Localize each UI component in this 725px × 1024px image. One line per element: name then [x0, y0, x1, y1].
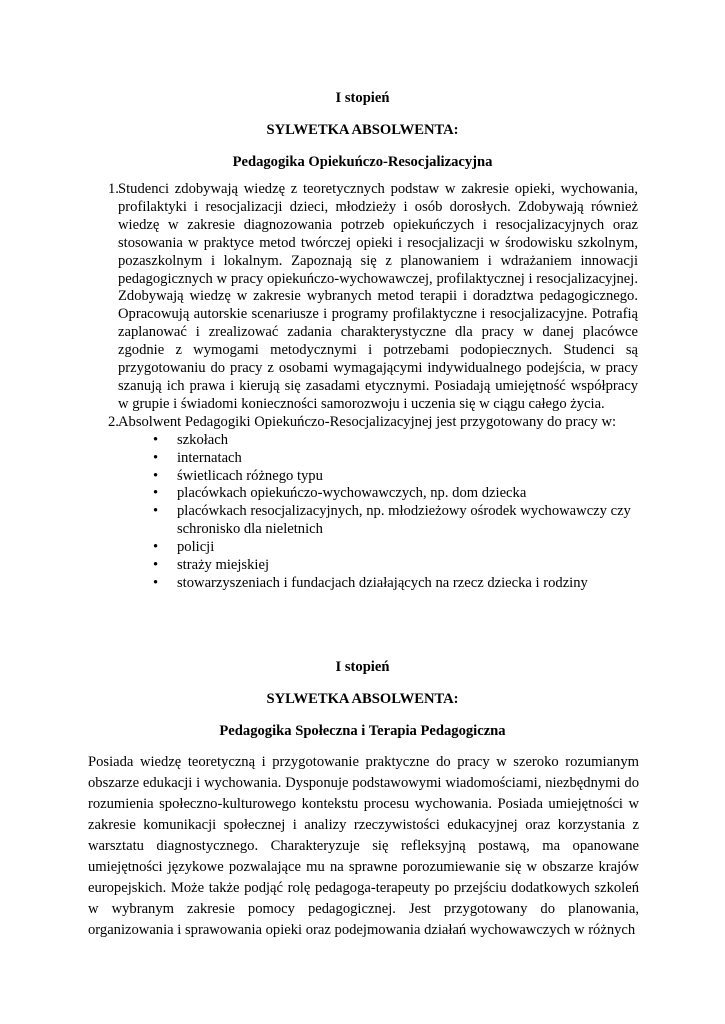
section1-level: I stopień — [335, 90, 390, 106]
bullet-text: świetlicach różnego typu — [177, 467, 323, 484]
bullet-item — [153, 575, 638, 593]
section1-profile-title: SYLWETKA ABSOLWENTA: — [266, 122, 459, 138]
bullet-icon: • — [153, 574, 159, 591]
bullet-item — [153, 450, 638, 468]
section2-program-name: Pedagogika Społeczna i Terapia Pedagogiczna — [219, 723, 506, 739]
bullet-text: placówkach resocjalizacyjnych, np. młodzieżowy ośrodek wychowawczy czy schronisko dla nieletnich — [177, 503, 631, 538]
section1-numbered-list — [102, 181, 638, 593]
bullet-text: szkołach — [177, 431, 229, 448]
bullet-item — [153, 432, 638, 450]
list-item-number: 1. — [108, 181, 119, 197]
bullet-text: straży miejskiej — [177, 557, 269, 574]
bullet-icon: • — [153, 431, 159, 448]
bullet-text: placówkach opiekuńczo-wychowawczych, np. dom dziecka — [177, 485, 527, 502]
section2-level: I stopień — [335, 659, 390, 675]
bullet-text: stowarzyszeniach i fundacjach działających na rzecz dziecka i rodziny — [177, 574, 588, 591]
list-item-text: Studenci zdobywają wiedzę z teoretycznych podstaw w zakresie opieki, wychowania, profilaktyki i resocjalizacji dzieci, młodzieży i osób dorosłych. Zdobywają również wiedzę w zakresie diagnozowania potrzeb opiekuńczych i resocjalizacyjnych oraz stosowania w praktyce metod twórczej opieki i resocjalizacji w środowisku szkolnym, pozaszkolnym i lokalnym. Zapoznają się z planowaniem i wdrażaniem innowacji pedagogicznych w pracy opiekuńczo-wychowawczej, profilaktycznej i resocjalizacyjnej. Zdobywają wiedzę w zakresie wybranych metod terapii i doradztwa pedagogicznego. Opracowują autorskie scenariusze i programy profilaktyczne i resocjalizacyjne. Potrafią zaplanować i zrealizować zadania charakterystyczne dla pracy w danej placówce zgodnie z wymogami metodycznymi i potrzebami podopiecznych. Studenci są przygotowaniu do pracy z osobami wymagającymi indywidualnego podejścia, w pracy szanują ich prawa i kierują się zasadami etycznymi. Posiadają umiejętność współpracy w grupie i świadomi konieczności samorozwoju i uczenia się w ciągu całego życia. — [118, 181, 638, 412]
bullet-item — [153, 503, 638, 539]
section2-description: Posiada wiedzę teoretyczną i przygotowanie praktyczne do pracy w szeroko rozumianym obszarze edukacji i wychowania. Dysponuje podstawowymi wiadomościami, niezbędnymi do rozumienia społeczno-kulturowego kontekstu procesu wychowania. Posiada umiejętności w zakresie komunikacji społecznej i analizy rzeczywistości edukacyjnej oraz korzystania z warsztatu diagnostycznego. Charakteryzuje się refleksyjną postawą, ma opanowane umiejętności językowe pozwalające mu na sprawne porozumiewanie się w obszarze krajów europejskich. Może także podjąć rolę pedagoga-terapeuty po przejściu dodatkowych szkoleń w wybranym zakresie pomocy pedagogicznej. Jest przygotowany do planowania, organizowania i sprawowania opieki oraz podejmowania działań wychowawczych w różnych — [88, 754, 639, 938]
list-item-number: 2. — [108, 413, 119, 430]
bullet-icon: • — [153, 449, 159, 466]
bullet-icon: • — [153, 557, 159, 574]
bullet-text: internatach — [177, 449, 242, 466]
section2-profile-title: SYLWETKA ABSOLWENTA: — [266, 691, 459, 707]
bullet-item — [153, 539, 638, 557]
section1-program-name: Pedagogika Opiekuńczo-Resocjalizacyjna — [232, 154, 493, 170]
bullet-text: policji — [177, 539, 215, 556]
bullet-item — [153, 557, 638, 575]
workplaces-bullet-list — [118, 432, 638, 593]
list-item-text: Absolwent Pedagogiki Opiekuńczo-Resocjalizacyjnej jest przygotowany do pracy w: — [118, 413, 617, 430]
list-item — [102, 414, 638, 593]
bullet-icon: • — [153, 485, 159, 502]
bullet-item — [153, 485, 638, 503]
bullet-icon: • — [153, 539, 159, 556]
bullet-icon: • — [153, 503, 159, 520]
bullet-item — [153, 468, 638, 486]
list-item — [102, 181, 638, 414]
bullet-icon: • — [153, 467, 159, 484]
